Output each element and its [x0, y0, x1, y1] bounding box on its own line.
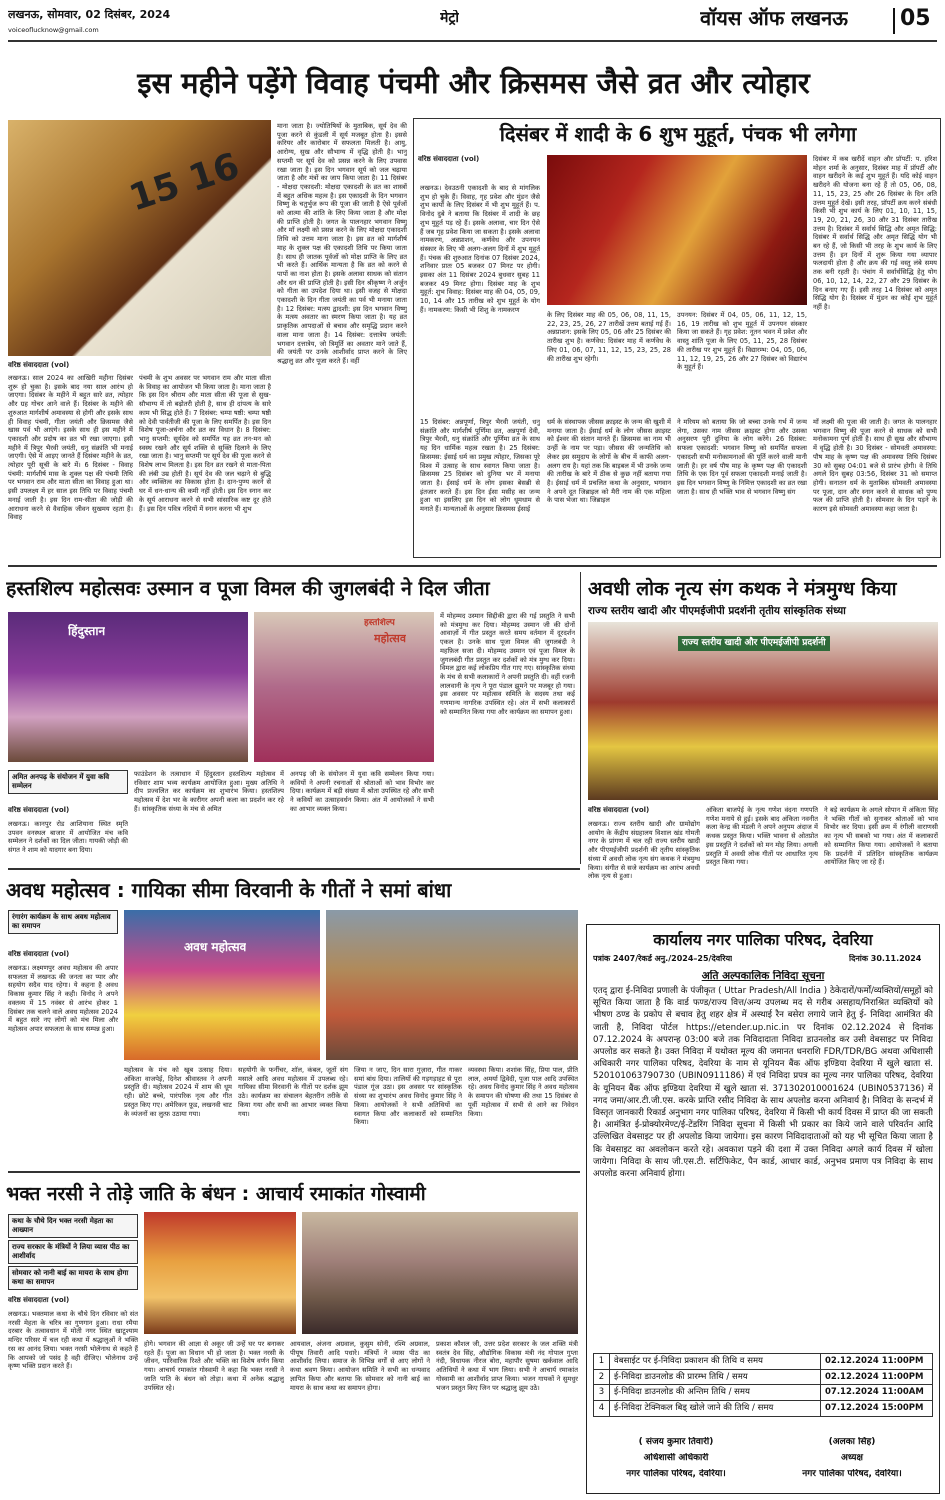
tender-row-number: 2 — [594, 1369, 610, 1385]
marriage-story-headline: दिसंबर में शादी के 6 शुभ मुहूर्त, पंचक भी लगेगा — [499, 122, 857, 146]
awadhi-col1: लखनऊ। राज्य स्तरीय खादी और ग्रामोद्योग आयोग के केंद्रीय संग्रहालय विशाल खंड गोमती नगर के प्रांगण में चल रही राज्य स्तरीय खादी और पीएमईजीपी प्रदर्शनी की तृतीय सांस्कृतिक संध्या में अवधी लोक नृत्य संग कथक ने मंत्रमुग्ध किया। संगीत से सजे कार्यक्रम का आरंभ अवधी लोक नृत्य से हुआ। — [588, 820, 700, 881]
narsi-col2: होगे। भगवान की आज्ञा से अकूर जी उन्हें घर पर बनाकर रहते हैं। पूजा का विधान भी हो जाता है। भक्त नरसी के जीवन, पारिवारिक रिश्ते और भक्ति का विशेष वर्णन किया गया। आचार्य रमाकांत गोस्वामी ने कहा कि भक्त नरसी ने जाति पाति के बंधन को तोड़ा। कथा में अनेक श्रद्धालु उपस्थित रहे। — [144, 1340, 284, 1392]
craft-story-headline: हस्तशिल्प महोत्सवः उस्मान व पूजा विमल की जुगलबंदी ने दिल जीता — [6, 577, 490, 600]
signatory-1-name: ( संजय कुमार तिवारी) — [638, 1437, 714, 1447]
top-story-byline: वरिष्ठ संवाददाता (vol) — [8, 361, 70, 369]
tender-row-value: 02.12.2024 11:00PM — [821, 1369, 933, 1385]
awadhi-byline: वरिष्ठ संवाददाता (vol) — [588, 806, 650, 814]
narsi-kicker-2: राज्य सरकार के मंत्रियों ने लिया व्यास पीठ का आशीर्वाद — [8, 1240, 138, 1264]
signatory-2-title: अध्यक्ष — [841, 1453, 863, 1463]
tender-row-number: 1 — [594, 1354, 610, 1370]
rule-2 — [8, 868, 580, 870]
narsi-byline: वरिष्ठ संवाददाता (vol) — [8, 1296, 70, 1304]
tender-row-label: ई-निविदा टेक्निकल बिड् खोले जाने की तिथि / समय — [610, 1400, 821, 1416]
top-story-col3: माना जाता है। ज्योतिषियों के मुताबिक, सूर्य देव की पूजा करने से कुंडली में सूर्य मजबूत होता है। इससे करियर और कारोबार में सफलता मिलती है। आयु, आरोग्य, सुख और सौभाग्य में वृद्धि होती है। भानु सप्तमी पर सूर्य देव को प्रसन्न करने के लिए उपवास रखा जाता है। इस दिन भगवान सूर्य को जल चढ़ाया जाता है और मंत्रों का जाप किया जाता है। 11 दिसंबर - मोक्षदा एकादशी: मोक्षदा एकादशी के व्रत का शास्त्रों में बहुत अधिक महत्व है। इस एकादशी के दिन भगवान विष्णु के चतुर्भुज रूप की पूजा की जाती है ऐसे पूर्वजों को आत्मा की शांति के लिए किया जाता है और मोक्ष की प्राप्ति होती है। जगत के पालनहार भगवान विष्णु और माँ लक्ष्मी को प्रसन्न करने के लिए मोक्षदा एकादशी तिथि को उत्तम माना जाता है। इस व्रत को मार्गशीर्ष माह के शुक्ल पक्ष की एकादशी तिथि पर किया जाता है। साथ ही जातक पूर्वजों को मोक्ष प्राप्ति के लिए व्रत भी करते हैं। आर्थिक मान्यता है कि व्रत को करने से पापों का नाश होता है। इसके अलावा साधक को संतान और धन की प्राप्ति होती है। इसी दिन श्रीकृष्ण ने अर्जुन को गीता का उपदेश दिया था। इसी वजह से मोक्षदा एकादशी के दिन गीता जयंती का पर्व भी मनाया जाता है। 12 दिसंबर: मत्स्य द्वादशी: इस दिन भगवान विष्णु के मत्स्य अवतार का स्मरण किया जाता है। यह व्रत प्राकृतिक आपदाओं से बचाव और समृद्धि प्रदान करने वाला माना जाता है। 14 दिसंबर: दत्तात्रेय जयंती: भगवान दत्तात्रेय, जो त्रिमूर्ति का अवतार माने जाते हैं, की जयंती पर उनके आशीर्वाद प्राप्त करने के लिए श्रद्धालु व्रत और पूजा करते हैं। वहीं — [277, 122, 407, 365]
craft-photo-1 — [8, 612, 248, 762]
awadhi-photo — [588, 622, 938, 800]
tender-row — [594, 1400, 933, 1416]
masthead: वॉयस ऑफ लखनऊ — [700, 6, 848, 30]
narsi-kicker-3: सोमवार को नानी बाई का मायरा के साथ होगा कथा का समापन — [8, 1266, 138, 1290]
awadh-col5: व्यवस्था किया। शशांक सिंह, प्रिया पाल, प्रीति लाल, अमर्या द्विवेदी, पूजा पाल आदि उपस्थित रहे। अवध विनोद कुमार सिंह ने अवध महोत्सव के समापन की घोषणा की तथा 15 दिसंबर से पूर्वी महोत्सव में सभी से आने का निवेदन किया। — [468, 1066, 578, 1118]
tender-notice — [586, 924, 940, 1494]
narsi-story-headline: भक्त नरसी ने तोड़े जाति के बंधन : आचार्य रमाकांत गोस्वामी — [6, 1183, 426, 1205]
awadhi-story-subhead: राज्य स्तरीय खादी और पीएमईजीपी प्रदर्शनी तृतीय सांस्कृतिक संध्या — [588, 605, 846, 617]
page-number: 05 — [900, 6, 931, 31]
signatory-2-org: नगर पालिका परिषद, देवरिया। — [802, 1469, 902, 1479]
craft-photo-2 — [254, 612, 434, 762]
tender-table — [593, 1353, 933, 1417]
craft-byline: वरिष्ठ संवाददाता (vol) — [8, 806, 70, 814]
header-rule — [8, 40, 937, 42]
tender-title: कार्यालय नगर पालिका परिषद, देवरिया — [653, 931, 873, 949]
awadh-col3: सहयोगी के फर्नीचर, शॉल, कंबल, जूतों संग मसाले आदि अवध महोत्सव में उपलब्ध रहे। गायिका सीमा विरवानी के गीतों पर दर्शक झूम उठे। कार्यक्रम का संचालन बेहतरीन तरीके से किया गया और सभी का आभार व्यक्त किया गया। — [238, 1066, 348, 1118]
email: voiceoflucknow@gmail.com — [8, 26, 99, 34]
section-name: मेट्रो — [440, 10, 460, 26]
rule-3 — [8, 1171, 580, 1173]
rule-1 — [8, 565, 937, 567]
craft-col2: फाउंडेशन के तत्वाधान में हिंदुस्तान हस्तशिल्प महोत्सव में रविवार शाम भव्य कार्यक्रम आयोजित हुआ। मुख्य अतिथि ने दीप प्रज्वलित कर कार्यक्रम का शुभारंभ किया। हस्तशिल्प महोत्सव में देश भर के कारीगर अपनी कला का प्रदर्शन कर रहे हैं। सांस्कृतिक संध्या के मंच से अमित — [134, 770, 284, 813]
awadh-byline: वरिष्ठ संवाददाता (vol) — [8, 950, 70, 958]
masthead-divider — [893, 8, 895, 34]
calendar-numbers: 15 16 — [124, 145, 245, 220]
signatory-1-title: अधिशासी अधिकारी — [643, 1453, 709, 1463]
awadh-story-headline: अवध महोत्सव : गायिका सीमा विरवानी के गीतों ने समां बांधा — [6, 878, 452, 902]
awadhi-col2: अंकिता बाजपेई के नृत्य गणेश वंदना गणपति गणेश मनाये से हुई। इसके बाद अंकिता नवनीत कला केन्द्र की मंडली ने अपने अनुपम अंदाज में कथक प्रस्तुत किया। भक्ति भावना से ओतप्रोत इस प्रस्तुति ने दर्शकों को मन मोह लिया। अगली प्रस्तुति में अवधी लोक गीतों पर आधारित नृत्य प्रस्तुत किया गया। — [706, 806, 818, 867]
craft-banner-2: हस्तशिल्प — [364, 618, 395, 628]
tender-subtitle: अति अल्पकालिक निविदा सूचना — [701, 970, 825, 982]
tender-row-value: 07.12.2024 11:00AM — [821, 1385, 933, 1401]
signatory-1-org: नगर पालिका परिषद, देवरिया। — [626, 1469, 726, 1479]
tender-row — [594, 1385, 933, 1401]
signatory-2-name: (अलका सिंह) — [828, 1437, 876, 1447]
festivals-col7: माँ लक्ष्मी की पूजा की जाती है। जगत के पालनहार भगवान विष्णु की पूजा करने से साधक को सभी मनोकामना पूर्ण होती है। साथ ही सुख और सौभाग्य में वृद्धि होती है। 30 दिसंबर - सोमवती अमावस्या: पौष माह के कृष्ण पक्ष की अमावस्या तिथि दिसंबर 30 को सुबह 04:01 बजे से प्रारंभ होगी। वे तिथि अगले दिन सुबह 03:56, दिसंबर 31 को समाप्त होगी। सनातन धर्म के मुताबिक सोमवती अमावस्या पर पूजा, दान और स्नान करने से साधक को पुण्य फल की प्राप्ति होती है। सोमवार के दिन पड़ने के कारण इसे सोमवती अमावस्या कहा जाता है। — [813, 418, 937, 514]
awadh-photo-2 — [326, 910, 578, 1060]
tender-row-number: 3 — [594, 1385, 610, 1401]
marriage-story-col-a: लखनऊ। देवउठनी एकादशी के बाद से मांगलिक शुभ हो चुके हैं। विवाह, गृह प्रवेश और मुंडन जैसे शुभ कार्यों के लिए दिसंबर में भी शुभ मुहूर्त हैं। प. विनोद दुबे ने बताया कि दिसंबर में शादी के छह शुभ मुहूर्त पड़ रहे हैं। इसके अलावा, चार दिन ऐसे हैं जब गृह प्रवेश किया जा सकता है। इसके अलावा नामकरण, अन्नप्राशन, कर्णवेध और उपनयन संस्कार के लिए भी अलग-अलग दिनों में शुभ मुहूर्त हैं। पंचक की शुरुआत दिनांक 07 दिसंबर 2024, शनिवार प्रातः 05 बजकर 07 मिनट पर होगी। इसका अंत 11 दिसंबर 2024 बुधवार सुबह 11 बजकर 49 मिनट होगा। दिसंबर माह के शुभ मुहूर्त: शुभ विवाह: दिसंबर माह की 04, 05, 09, 10, 14 और 15 तारीख को शुभ मुहूर्त के योग हैं। नामकरण: किसी भी शिशु के नामकरण — [420, 184, 540, 314]
top-story-headline: इस महीने पड़ेंगे विवाह पंचमी और क्रिसमस जैसे व्रत और त्योहार — [137, 66, 810, 100]
craft-banner-3: महोत्सव — [374, 632, 406, 645]
marriage-story-col-c: उपनयन: दिसंबर में 04, 05, 06, 11, 12, 15, 16, 19 तारीख को शुभ मुहूर्त में उपनयन संस्कार किया जा सकते हैं। गृह प्रवेश: नूतन भवन में प्रवेश और वास्तु शांति पूजा के लिए 05, 11, 25, 28 दिसंबर की तारीख पर शुभ मुहूर्त हैं। विद्यारम्भ: 04, 05, 06, 11, 12, 19, 25, 26 और 27 दिसंबर को विद्यारंभ के मुहूर्त हैं। — [677, 311, 807, 372]
narsi-kicker-1: कथा के चौथे दिन भक्त नरसी मेहता का आख्यान — [8, 1214, 138, 1238]
tender-body: एतद् द्वारा ई-निविदा प्रणाली के पंजीकृत ( Uttar Pradesh/All India ) ठेकेदारों/फर्मों/व्यक्तियों/समूहों को सूचित किया जाता है कि वार्ड फण्ड/राज्य वित्त/अन्य उपलब्ध मद से गरीब असहाय/निराश्रित व्यक्तियों को भीषण ठण्ड के प्रकोप से बचाव हेतु शहर क्षेत्र में अस्थाई रैन बसेरा लगाये जाने हेतु ई- निविदा आमंत्रित की जाती है, निविदा पोर्टल https://etender.up.nic.in पर दिनांक 02.12.2024 से दिनांक 07.12.2024 के अपरान्ह 03:00 बजे तक निविदादाता निविदा डाउनलोड कर उसी वेबसाइट पर निविदा अपलोड कर सकते है। उक्त निविदा में यथोक्त मूल्य की जमानत धनराशि FDR/TDR/BG अथवा अधिशासी अधिकारी नगर पालिका परिषद, देवरिया के नाम से यूनियन बैंक ऑफ इण्डिया देवरिया में खुले खाता सं. 520101063790730 (UBIN0911186) में एवं निविदा प्रपत्र का मूल्य नगर पालिका परिषद, देवरिया के यूनियन बैंक ऑफ इण्डिया देवरिया में खुले खाता सं. 371302010001624 (UBIN0537136) में नगद जमा/आर.टी.जी.एस. करके प्राप्ति रसीद निविदा के साथ अपलोड करना अनिवार्य है। निविदा के सन्दर्भ में विस्तृत जानकारी रिकार्ड अनुभाग नगर पालिका परिषद, देवरिया में किसी भी कार्य दिवस में प्राप्त की जा सकती है। आमंत्रित ई-प्रोक्योरमेण्ट/ई-टेंडरिंग निविदा सूचना में किसी भी प्रकार का किये जाने वाले परिवर्तन आदि उल्लिखित वेबसाइट पर ही अपलोड किया जायेगा। इस कारण निविदादाताओं को यह भी सूचित किया जाता है कि वेबसाइट का अवलोकन करते रहे। अवकाश पड़ने की दशा में उक्त निविदा अगले कार्य दिवस में खोला जायेगा। निविदा के साथ जी.एस.टी. सर्टिफिकेट, पैन कार्ड, आधार कार्ड, अनुभव प्रमाण पत्र निविदा के साथ अपलोड करना अनिवार्य होगा। — [593, 986, 933, 1180]
narsi-col3: आयवाल, अंजना अग्रवाल, कुसुम सोनी, रश्मि अग्रवाल, पीयूष तिवारी आदि पधारे। मंत्रियों ने व्यास पीठ का आशीर्वाद लिया। समाज के विभिन्न वर्गों से आए लोगों ने कथा श्रवण किया। आयोजन समिति ने सभी का धन्यवाद ज्ञापित किया और बताया कि सोमवार को नानी बाई का मायरा के साथ कथा का समापन होगा। — [290, 1340, 430, 1392]
craft-col1: लखनऊ। कानपुर रोड आशियाना स्थित स्मृति उपवन वनस्थल बाजार में आयोजित मंच कवि सम्मेलन ने दर्शकों का दिल जीता। गायकी जोड़ी की संगत ने शाम को यादगार बना दिया। — [8, 820, 128, 855]
awadh-banner: अवध महोत्सव — [184, 940, 247, 954]
tender-date: दिनांक 30.11.2024 — [849, 954, 922, 963]
festivals-col6: ने मरियम को बताया कि जो बच्चा उनके गर्भ में जन्म लेगा, उसका नाम जीसस क्राइस्ट होगा और उसका अनुसरण पूरी दुनिया के लोग करेंगे। 26 दिसंबर: सफला एकादशी: भगवान विष्णु को समर्पित सफला एकादशी सभी मनोकामनाओं की पूर्ति करने वाली मानी जाती है। हर वर्ष पौष माह के कृष्ण पक्ष की एकादशी तिथि के एक दिन पूर्व सफला एकादशी मनाई जाती है। इस दिन भगवान विष्णु के निमित्त एकादशी का व्रत रखा जाता है। साथ ही भक्ति भाव से भगवान विष्णु संग — [677, 418, 807, 496]
tender-row — [594, 1369, 933, 1385]
marriage-story-col-b: के लिए दिसंबर माह की 05, 06, 08, 11, 15, 22, 23, 25, 26, 27 तारीखें उत्तम बताई गई हैं। अन्नप्राशन: इसके लिए 05, 06 और 25 दिसंबर की तारीख शुभ है। कर्णवेध: दिसंबर माह में कर्णवेध के लिए 01, 06, 07, 11, 12, 15, 23, 25, 28 की तारीख शुभ रहेगी। — [547, 311, 671, 363]
narsi-col1: लखनऊ। भक्तमाल कथा के चौथे दिन रविवार को संत नरसी मेहता के चरित्र का गुणगान हुआ। राधा रमैया दरबार के तत्वावधान में मोती नगर स्थित खाटूश्याम मन्दिर परिसर में चल रही कथा में श्रद्धालुओं ने भक्ति रस का आनंद लिया। भक्त नरसी भोलेनाथ से कहते हैं कि आपको जो पसंद है वही दीजिए। भोलेनाथ उन्हें कृष्ण भक्ति प्रदान करते हैं। — [8, 1310, 138, 1371]
tender-row-value: 02.12.2024 11:00PM — [821, 1354, 933, 1370]
awadhi-col3: ने बड़े कार्यक्रम के अगले सोपान में अंकिता सिंह ने भक्ति गीतों को सुनाकर श्रोताओं को भाव विभोर कर दिया। इसी क्रम में रंगीली वाराणसी का नृत्य भी सबको भा गया। अंत में कलाकारों को सम्मानित किया गया। आयोजकों ने बताया कि प्रदर्शनी में प्रतिदिन सांस्कृतिक कार्यक्रम आयोजित किए जा रहे हैं। — [824, 806, 938, 867]
festivals-col4: 15 दिसंबर: अन्नपूर्णा, त्रिपुर भैरवी जयंती, धनु संक्रांति और मार्गशीर्ष पूर्णिमा व्रत, अन्नपूर्णा देवी, त्रिपुर भैरवी, धनु संक्रांति और पूर्णिमा व्रत के साथ यह दिन धार्मिक महत्व रखता है। 25 दिसंबर: क्रिसमस: ईसाई धर्म का प्रमुख त्योहार, जिसका पूरे विश्व में उत्साह के साथ स्वागत किया जाता है। क्रिसमस 25 दिसंबर को दुनिया भर में मनाया जाता है। ईसाई धर्म के लोग इसका बेसब्री से इंतजार करते हैं। इस दिन ईसा मसीह का जन्म हुआ था इसलिए इस दिन को लोग धूमधाम से मनाते हैं। मान्यताओं के अनुसार क्रिसमस ईसाई — [420, 418, 540, 514]
top-story-photo — [8, 120, 271, 356]
tender-row-value: 07.12.2024 15:00PM — [821, 1400, 933, 1416]
narsi-photo-1 — [144, 1212, 296, 1334]
awadh-col4: जिया न जाए, दिन सारा गुज़ारा, गीत गाकर समां बांध दिया। तालियों की गड़गड़ाहट से पूरा पंडाल गूंज उठा। इस अवसर पर सांस्कृतिक संध्या का शुभारंभ अवध विनोद कुमार सिंह ने किया। आयोजकों ने सभी अतिथियों का स्वागत किया और कलाकारों को सम्मानित किया। — [354, 1066, 462, 1127]
craft-banner-1: हिंदुस्तान — [68, 624, 106, 638]
awadh-col1: लखनऊ। लक्ष्मणपुर अवध महोत्सव की अपार सफलता में लखनऊ की जनता का प्यार और सहयोग सदैव याद रहेगा। ये कहना है अवध विकास कुमार सिंह ने कही। विनोद ने अपने वक्तव्य में 15 नवंबर से आरंभ होकर 1 दिसंबर तक चलने वाले अवध महोत्सव 2024 में बहुत सारे नए लोगों को मंच मिला और महोत्सव अपार सफलता के साथ सम्पन्न हुआ। — [8, 964, 118, 1033]
top-story-col2: पंचमी के शुभ अवसर पर भगवान राम और माता सीता के विवाह का आयोजन भी किया जाता है। माना जाता है कि इस दिन श्रीराम और माता सीता की पूजा से सुख-सौभाग्य में तो बढ़ोतरी होती है, साथ ही दांपत्य के सारे काम भी सिद्ध होते हैं। 7 दिसंबर: चम्पा षष्ठी: चम्पा षष्ठी को देवी पार्वतीजी की पूजा के लिए समर्पित है। इस दिन विशेष पूजा-अर्चना और व्रत का विधान है। 8 दिसंबर: भानु सप्तमी: सूर्यदेव को समर्पित यह व्रत तन-मन को स्वस्थ रखने और सूर्य शक्ति से सूक्ति दिलाने के लिए रखा जाता है। भानु सप्तमी पर सूर्य देव की पूजा करने से विशेष लाभ मिलता है। इस दिन व्रत रखने से माता-पिता की लंबी उम्र होती है। सूर्य देव की जल चढ़ाने से बुद्धि और व्यक्तित्व का विकास होता है। दान-पुण्य करने से घर में धन-धान्य की कमी नहीं होती। इस दिन स्नान कर के सूर्य आराधना करने से सभी सांसारिक कष्ट दूर होते हैं। इस दिन पवित्र नदियों में स्नान करना भी शुभ — [139, 374, 271, 513]
awadhi-story-headline: अवधी लोक नृत्य संग कथक ने मंत्रमुग्ध किया — [588, 578, 897, 600]
tender-row-label: ई-निविदा डाउनलोड की प्रारम्भ तिथि / समय — [610, 1369, 821, 1385]
marriage-story-col-d: दिसंबर में कब खरीदें वाहन और प्रॉपर्टी: प. हरिश मोहन शर्मा के अनुसार, दिसंबर माह में प्रॉपर्टी और वाहन खरीदने के कई शुभ मुहूर्त हैं। यदि कोई वाहन खरीदने की योजना बना रहे हैं तो 05, 06, 08, 11, 15, 23, 25 और 26 दिसंबर के दिन अति उत्तम मुहूर्त देखें। इसी तरह, प्रॉपर्टी क्रय करने संबंधी किसी भी शुभ कार्य के लिए 01, 10, 11, 15, 19, 20, 21, 26, 30 और 31 दिसंबर तारीख उत्तम है। दिसंबर में सर्वार्थ सिद्धि और अमृत सिद्धि: दिसंबर में सर्वार्थ सिद्धि और अमृत सिद्धि योग भी बन रहे हैं, जो किसी भी तरह के शुभ कार्य के लिए उत्तम हैं। इन दिनों में शुरू किया गया व्यापार फलदायी होता है और क्रय की गई वस्तु लंबे समय तक बनी रहती है। पंचांग में सर्वार्थसिद्धि हेतु योग 06, 10, 12, 14, 22, 27 और 29 दिसंबर के दिन बनाए गए हैं। इसी तरह 14 दिसंबर को अमृत सिद्धि योग है। दिसंबर में मुंडन का कोई शुभ मुहूर्त नहीं है। — [813, 155, 937, 311]
tender-row-label: ई-निविदा डाउनलोड की अन्तिम तिथि / समय — [610, 1385, 821, 1401]
wedding-photo — [547, 155, 807, 305]
vertical-rule-1 — [580, 572, 581, 864]
craft-col3: अनपढ़ जी के संयोजन में युवा कवि सम्मेलन किया गया। कवियों ने अपनी रचनाओं से श्रोताओं को भाव विभोर कर दिया। कार्यक्रम में बड़ी संख्या में श्रोता उपस्थित रहे और सभी ने कवियों का उत्साहवर्धन किया। अंत में आयोजकों ने सभी का आभार व्यक्त किया। — [290, 770, 434, 813]
awadh-col2: महोत्सव के मंच को खूब उत्साह दिया। अंकिता वाजपेई, दिनेश श्रीवास्तव ने अपनी प्रस्तुति दी। महोत्सव 2024 में शाम की धूम रही। छोटे बच्चे, पारंपरिक नृत्य और गीत प्रस्तुत किए गए। अमेरिकन फ़ूड, लखनवी चाट के व्यंजनों का लुत्फ़ उठाया गया। — [124, 1066, 232, 1118]
tender-row — [594, 1354, 933, 1370]
tender-row-number: 4 — [594, 1400, 610, 1416]
awadh-photo-1 — [124, 910, 320, 1060]
page-header — [0, 0, 945, 44]
narsi-photo-2 — [302, 1212, 578, 1334]
craft-col4: में मोहम्मद उस्मान सिद्दीकी द्वारा की गई प्रस्तुति ने सभी को मंत्रमुग्ध कर दिया। मोहम्मद उस्मान जी की दोनों आवाज़ों में गीत प्रस्तुत करते समय वर्तमान में दूरदर्शन एकल है। उनके साथ पूजा विमल की जुगलबंदी ने महफ़िल सजा दी। मोहम्मद उस्मान एवं पूजा विमल के जुगलबंदी गीत प्रस्तुत कर दर्शकों को मंत्र मुग्ध कर दिया। विमल द्वारा कई लोकप्रिय गीत गाए गए। सांस्कृतिक संध्या के मंच से सभी कलाकारों ने अपनी प्रस्तुति दी। वहीं रजनी लालवानी के नृत्य ने पूरा पंडाल झूमने पर मजबूर हो गया। इस अवसर पर महोत्सव समिति के सदस्य तथा कई गणमान्य नागरिक उपस्थित रहे। अंत में सभी कलाकारों को सम्मानित किया गया और कार्यक्रम का समापन हुआ। — [440, 612, 575, 716]
awadhi-stage-banner: राज्य स्तरीय खादी और पीएमईजीपी प्रदर्शनी — [678, 636, 830, 651]
craft-kicker: अमित अनपढ़ के संयोजन में युवा कवि सम्मेलन — [8, 770, 128, 794]
dateline: लखनऊ, सोमवार, 02 दिसंबर, 2024 — [8, 8, 171, 21]
marriage-story-byline: वरिष्ठ संवाददाता (vol) — [418, 155, 480, 163]
narsi-col4: प्रकाश कौशल जी, उत्तर प्रदेश सरकार के जल शक्ति मंत्री स्वतंत्र देव सिंह, औद्योगिक विकास मंत्री नंद गोपाल गुप्ता नंदी, विधायक नीरज बोरा, महापौर सुषमा खर्कवाल आदि अतिथियों ने कथा में भाग लिया। सभी ने आचार्य रमाकांत गोस्वामी का आशीर्वाद प्राप्त किया। भजन गायकों ने सुमधुर भजन प्रस्तुत किए जिन पर श्रद्धालु झूम उठे। — [436, 1340, 578, 1392]
top-story-col1: लखनऊ। साल 2024 का आखिरी महीना दिसंबर शुरू हो चुका है। इसके बाद नया साल आरंभ हो जाएगा। दिसंबर के महीने में बहुत सारे व्रत, त्योहार और ग्रह गोचर आने वाले हैं। दिसंबर के महीने की शुरुआत मार्गशीर्ष अमावस्या से होगी और इसके साथ ही विवाह पंचमी, गीता जयंती और क्रिसमस जैसे खास पर्व भी आएंगे। इसके साथ ही इस महीने में एकादशी और प्रदोष का व्रत भी रखा जाएगा। इसी महीने में त्रिपुर भैरवी जयंती, धनु संक्रांति भी मनाई जाएगी। ऐसे में आइए जानते हैं दिसंबर महीने के व्रत, त्योहार पूरी सूची के बारे में। 6 दिसंबर - विवाह पंचमी: मार्गशीर्ष मास के शुक्ल पक्ष की पंचमी तिथि पर भगवान राम और माता सीता का विवाह हुआ था। इसी उपलक्ष्य में हर साल इस तिथि पर विवाह पंचमी मनाई जाती है। इस दिन राम-सीता की जोड़ी की आराधना करने से वैवाहिक जीवन सुखमय रहता है। विवाह — [8, 374, 133, 522]
tender-ref: पत्रांक 2407/रेकर्ड अनु./2024–25/देवरिया — [593, 954, 733, 963]
awadh-kicker: रंगारंग कार्यक्रम के साथ अवध महोत्सव का समापन — [8, 910, 118, 934]
festivals-col5: धर्म के संस्थापक जीसस क्राइस्ट के जन्म की खुशी में मनाया जाता है। ईसाई धर्म के लोग जीसस क्राइस्ट को ईश्वर की संतान मानते हैं। क्रिसमस का नाम भी उन्हीं के नाम पर पड़ा। जीसस की जन्मतिथि को लेकर इस समुदाय के लोगों के बीच में काफी अलग-अलग राय है। यहां तक कि बाइबल में भी उनके जन्म की तारीख के बारे में ठीक से कुछ नहीं बताया गया है। ईसाई धर्म में प्रचलित कथा के अनुसार, भगवान ने अपने दूत जिब्राइल को मैरी नाम की एक महिला के पास भेजा था। जिब्राइल — [547, 418, 671, 505]
tender-schedule — [593, 1353, 933, 1417]
tender-row-label: वेबसाईट पर ई-निविदा प्रकाशन की तिथि व समय — [610, 1354, 821, 1370]
